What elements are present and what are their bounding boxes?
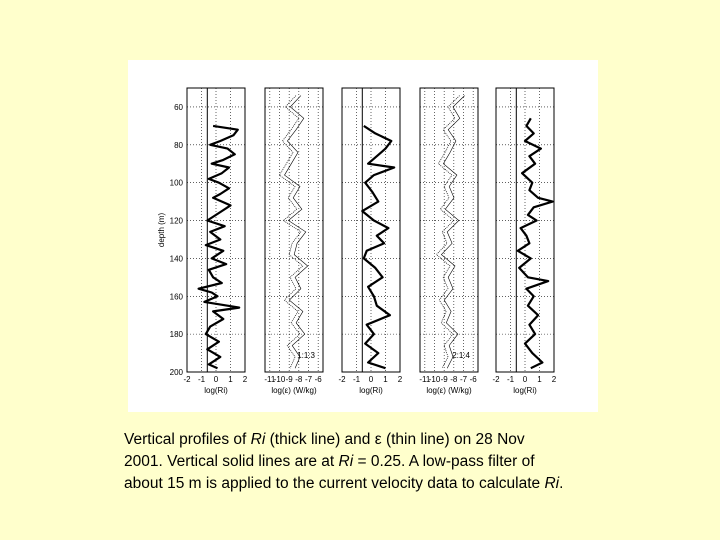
y-tick-label: 100 [169,178,183,188]
y-tick-label: 160 [169,292,183,302]
x-tick-label: -6 [314,375,322,384]
caption-text: . [559,475,564,492]
x-tick-label: -11 [264,375,276,384]
y-tick-label: 180 [169,330,183,340]
x-axis-label: log(ε) (W/kg) [271,386,317,395]
x-tick-label: 0 [213,375,219,384]
caption-text: (thin line) on 28 Nov [381,431,525,448]
x-axis-label: log(Ri) [513,386,537,395]
x-tick-label: -2 [183,375,191,384]
figure-panel [128,60,598,412]
caption-ri: Ri [338,453,354,470]
x-tick-label: -1 [197,375,206,384]
panel-frame [265,88,323,372]
x-axis-label: log(Ri) [359,386,383,395]
x-tick-label: 1 [228,375,233,384]
y-tick-label: 200 [169,368,183,377]
x-tick-label: -8 [450,375,458,384]
y-tick-label: 80 [174,140,183,150]
panel-annotation: 1:1:3 [297,351,315,360]
x-tick-label: 1 [537,375,542,384]
caption-text: = 0.25. A low-pass filter of [353,453,535,470]
x-tick-label: -1 [352,375,361,384]
depth-profiles-chart [128,60,598,412]
x-axis-label: log(ε) (W/kg) [426,386,472,395]
x-tick-label: 2 [397,375,403,384]
caption-ri: Ri [544,475,560,492]
x-axis-label: log(Ri) [204,386,228,395]
x-tick-label: -10 [273,375,286,384]
x-tick-label: -11 [419,375,431,384]
caption-text: (thick line) and [265,431,375,448]
x-tick-label: -1 [506,375,515,384]
caption-text: about 15 m is applied to the current velocity data to calculate [124,475,545,492]
x-tick-label: -9 [440,375,448,384]
figure-caption [124,429,684,495]
x-tick-label: -10 [428,375,441,384]
x-tick-label: -9 [285,375,293,384]
x-tick-label: 2 [551,375,557,384]
caption-ri: Ri [250,431,266,448]
x-tick-label: -2 [338,375,346,384]
caption-text: 2001. Vertical solid lines are at [124,453,339,470]
x-tick-label: 1 [383,375,388,384]
x-tick-label: -2 [492,375,500,384]
x-tick-label: -8 [295,375,303,384]
panel-annotation: 2:1:4 [452,351,470,360]
x-tick-label: 0 [368,375,374,384]
x-tick-label: -7 [459,375,468,384]
x-tick-label: -7 [304,375,313,384]
y-tick-label: 140 [169,254,183,264]
y-tick-label: 120 [169,216,183,226]
y-tick-label: 60 [174,102,183,112]
x-tick-label: 0 [522,375,528,384]
x-tick-label: -6 [469,375,477,384]
y-axis-label: depth (m) [157,212,166,248]
x-tick-label: 2 [242,375,248,384]
caption-epsilon: ε [374,431,382,448]
caption-text: Vertical profiles of [124,431,251,448]
